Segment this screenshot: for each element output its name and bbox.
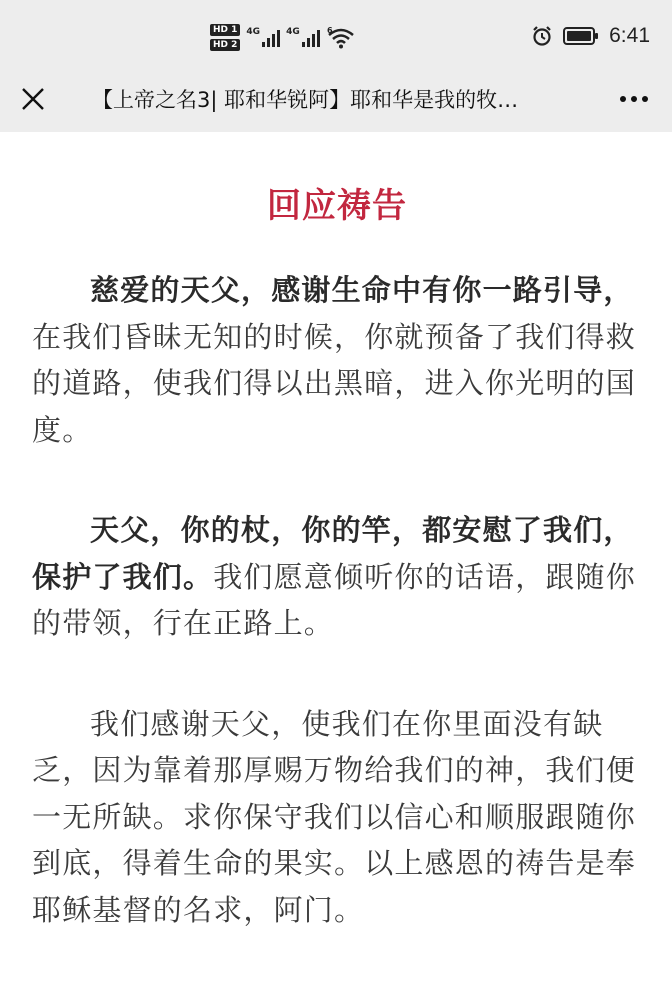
signal-bars-icon: [302, 29, 320, 47]
signal-2: [286, 28, 320, 47]
article-heading: 回应祷告: [267, 186, 407, 226]
close-icon: [20, 86, 46, 112]
status-icons-system: [531, 24, 650, 48]
clock-time: 6:41: [609, 24, 650, 47]
paragraph-1: [32, 267, 642, 453]
paragraph-2: [32, 507, 642, 647]
close-button[interactable]: [0, 66, 66, 132]
network-type-label: 4G: [286, 26, 300, 37]
signal-1: [246, 28, 280, 47]
status-bar: [0, 0, 672, 66]
wifi-icon: [326, 25, 356, 49]
more-options-button[interactable]: [612, 84, 656, 114]
paragraph-2-bold: 天父，你的杖，你的竿，都安慰了我们，保护了我们。: [32, 513, 634, 594]
paragraph-3-text: 我们感谢天父，使我们在你里面没有缺乏，因为靠着那厚赐万物给我们的神，我们便一无所缺。求你保守我们以信心和顺服跟随你到底，得着生命的果实。以上感恩的祷告是奉耶稣基督的名求，阿门。: [32, 706, 637, 927]
alarm-icon: [531, 25, 553, 47]
paragraph-1-text: 在我们昏昧无知的时候，你就预备了我们得救的道路，使我们得以出黑暗，进入你光明的国度。: [32, 319, 637, 447]
page-title: 【上帝之名3| 耶和华锐阿】耶和华是我的牧…: [92, 88, 519, 112]
more-dots-icon: [620, 96, 648, 102]
status-icons-network: [210, 20, 356, 54]
title-bar: [0, 66, 672, 132]
battery-icon: [563, 27, 599, 45]
paragraph-2-text: 我们愿意倾听你的话语，跟随你的带领，行在正路上。: [32, 559, 637, 640]
paragraph-1-bold: 慈爱的天父，感谢生命中有你一路引导，: [90, 273, 634, 307]
network-type-label: 4G: [246, 26, 261, 37]
hd2-badge: HD 2: [210, 39, 240, 51]
article-body: [32, 132, 642, 933]
hd1-badge: HD 1: [210, 24, 240, 36]
signal-bars-icon: [262, 29, 280, 47]
paragraph-3: [32, 701, 642, 934]
hd-indicators: [210, 24, 240, 51]
wifi-badge: 6: [326, 26, 333, 35]
